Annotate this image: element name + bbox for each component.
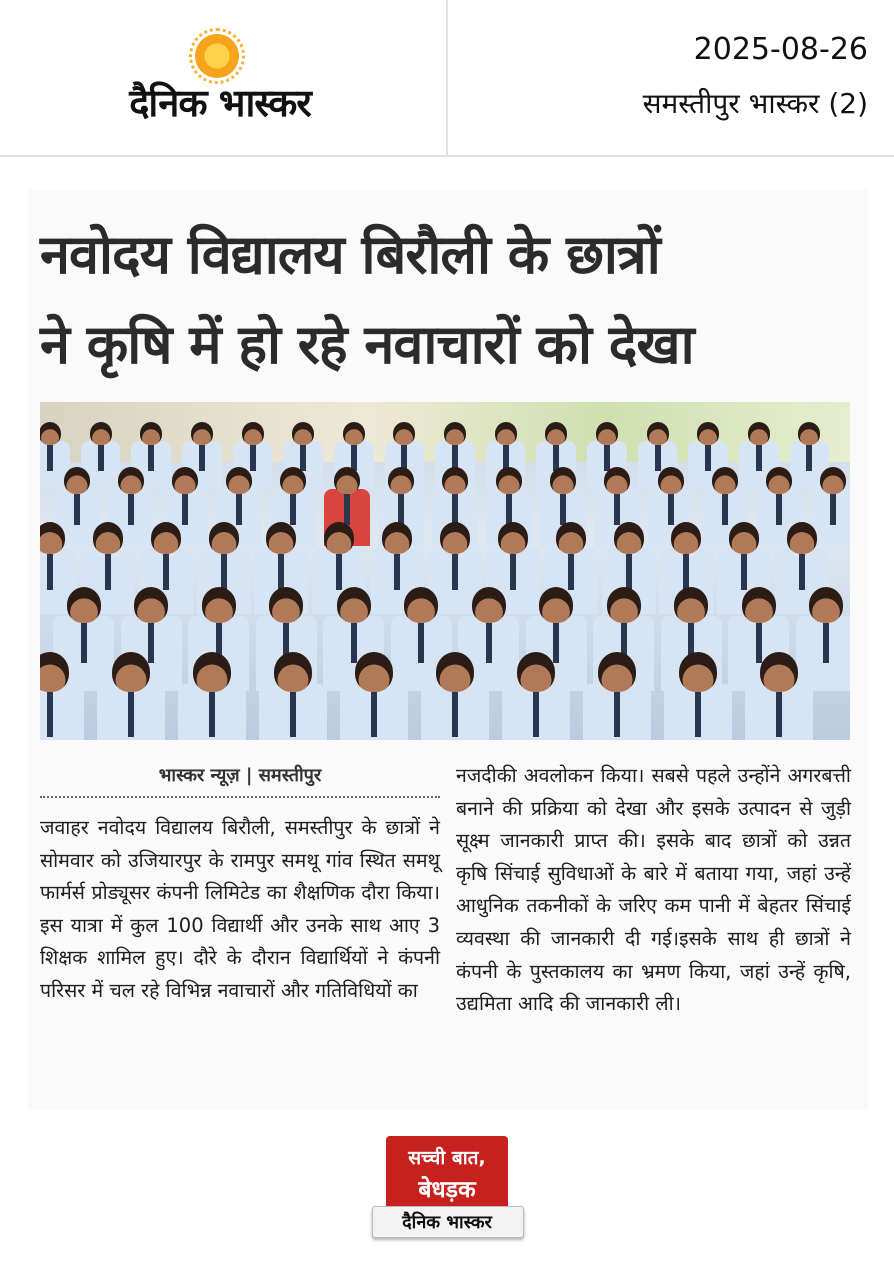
student-head xyxy=(324,522,354,554)
student-head xyxy=(697,422,719,445)
student-tie xyxy=(336,554,342,590)
student-tie xyxy=(776,494,782,525)
student-tie xyxy=(568,554,574,590)
student-head xyxy=(598,652,636,692)
student-head xyxy=(809,587,843,623)
student-tie xyxy=(300,445,306,471)
student-tie xyxy=(418,623,424,664)
student-head xyxy=(209,522,239,554)
student-tie xyxy=(486,623,492,664)
student-tie xyxy=(452,692,458,738)
student-tie xyxy=(553,623,559,664)
student-head xyxy=(64,467,90,494)
student-head xyxy=(388,467,414,494)
student-head xyxy=(355,652,393,692)
student-head xyxy=(444,422,466,445)
student-head xyxy=(498,522,528,554)
badge-line-2: बेधड़क xyxy=(418,1177,476,1203)
dainik-bhaskar-logo xyxy=(85,30,355,130)
sun-icon xyxy=(195,34,239,78)
student-tie xyxy=(683,554,689,590)
student-head xyxy=(614,522,644,554)
student-tie xyxy=(98,445,104,471)
student-head xyxy=(550,467,576,494)
student-head xyxy=(193,652,231,692)
student-tie xyxy=(614,692,620,738)
student-tie xyxy=(344,494,350,525)
student-head xyxy=(798,422,820,445)
student-tie xyxy=(250,445,256,471)
student-tie xyxy=(105,554,111,590)
student-head xyxy=(766,467,792,494)
student-tie xyxy=(221,554,227,590)
student-tie xyxy=(722,494,728,525)
article-column-right: नजदीकी अवलोकन किया। सबसे पहले उन्होंने अगरबत्ती बनाने की प्रक्रिया को देखा और इसके उत्पादन से जुड़ी सूक्ष्म जानकारी प्राप्त की। इसके बाद छात्रों को उन्नत कृषि सिंचाई सुविधाओं के बारे में बताया गया, जहां उन्हें आधुनिक तकनीकों के जरिए कम पानी में बेहतर सिंचाई व्यवस्था की जानकारी दी गई।इसके साथ ही छात्रों ने कंपनी के पुस्तकालय का भ्रमण किया, जहां उन्हें कृषि, उद्यमिता आदि की जानकारी ली। xyxy=(456,764,851,1016)
student-tie xyxy=(830,494,836,525)
student-head xyxy=(517,652,555,692)
student-head xyxy=(440,522,470,554)
article-column-left: जवाहर नवोदय विद्यालय बिरौली, समस्तीपुर के छात्रों ने सोमवार को उजियारपुर के रामपुर समथू गांव स्थित समथू फार्मर्स प्रोड्यूसर कंपनी लिमिटेड का शैक्षणिक दौरा किया। इस यात्रा में कुल 100 विद्यार्थी और उनके साथ आए 3 शिक्षक शामिल हुए। दौरे के दौरान विद्यार्थियों ने कंपनी परिसर में चल रहे विभिन्न नवाचारों और गतिविधियों का xyxy=(40,816,440,1002)
student-head xyxy=(545,422,567,445)
student-head xyxy=(679,652,717,692)
student-tie xyxy=(148,623,154,664)
student-head xyxy=(172,467,198,494)
badge-strip-text: दैनिक भास्कर xyxy=(402,1212,492,1233)
student-tie xyxy=(655,445,661,471)
news-article xyxy=(28,190,868,1110)
student-head xyxy=(40,522,65,554)
student-tie xyxy=(199,445,205,471)
student-head xyxy=(712,467,738,494)
student-head xyxy=(647,422,669,445)
student-head xyxy=(292,422,314,445)
student-head xyxy=(151,522,181,554)
student-tie xyxy=(47,554,53,590)
headline-line-1: नवोदय विद्यालय बिरौली के छात्रों xyxy=(40,223,660,286)
student-tie xyxy=(47,445,53,471)
student-tie xyxy=(182,494,188,525)
student-head xyxy=(596,422,618,445)
student-head xyxy=(671,522,701,554)
student-head xyxy=(658,467,684,494)
student-head xyxy=(191,422,213,445)
student-head xyxy=(90,422,112,445)
student-tie xyxy=(128,692,134,738)
student-tie xyxy=(209,692,215,738)
student-tie xyxy=(452,554,458,590)
student-tie xyxy=(236,494,242,525)
student-tie xyxy=(705,445,711,471)
student-head xyxy=(40,422,61,445)
student-head xyxy=(742,587,776,623)
student-head xyxy=(787,522,817,554)
headline xyxy=(40,210,860,390)
student-tie xyxy=(290,494,296,525)
student-tie xyxy=(776,692,782,738)
publish-date: 2025-08-26 xyxy=(693,32,868,67)
byline: भास्कर न्यूज़ | समस्तीपुर xyxy=(40,756,440,798)
students-group-photo xyxy=(40,402,850,740)
student-head xyxy=(760,652,798,692)
student-tie xyxy=(668,494,674,525)
student-head xyxy=(495,422,517,445)
student-head xyxy=(729,522,759,554)
student-tie xyxy=(351,623,357,664)
student-head xyxy=(93,522,123,554)
student-tie xyxy=(695,692,701,738)
student-head xyxy=(118,467,144,494)
edition-label: समस्तीपुर भास्कर (2) xyxy=(642,87,868,120)
student-tie xyxy=(604,445,610,471)
student-tie xyxy=(128,494,134,525)
student-tie xyxy=(626,554,632,590)
badge-line-1: सच्ची बात, xyxy=(408,1147,486,1169)
newspaper-header xyxy=(0,0,894,157)
student-head xyxy=(274,652,312,692)
student-tie xyxy=(823,623,829,664)
student-head xyxy=(442,467,468,494)
student-head xyxy=(269,587,303,623)
student-tie xyxy=(81,623,87,664)
student-head xyxy=(556,522,586,554)
headline-line-2: ने कृषि में हो रहे नवाचारों को देखा xyxy=(40,313,694,376)
student-tie xyxy=(533,692,539,738)
student-head xyxy=(280,467,306,494)
student-head xyxy=(134,587,168,623)
student-tie xyxy=(614,494,620,525)
student-tie xyxy=(452,494,458,525)
student-head xyxy=(242,422,264,445)
student-tie xyxy=(47,692,53,738)
student-head xyxy=(67,587,101,623)
student-head xyxy=(472,587,506,623)
student-head xyxy=(496,467,522,494)
student-head xyxy=(404,587,438,623)
student-tie xyxy=(506,494,512,525)
student-head xyxy=(674,587,708,623)
student-head xyxy=(539,587,573,623)
student-tie xyxy=(398,494,404,525)
student-tie xyxy=(510,554,516,590)
student-head xyxy=(266,522,296,554)
logo-text: दैनिक भास्कर xyxy=(129,81,311,125)
student-head xyxy=(604,467,630,494)
student-tie xyxy=(74,494,80,525)
student-head xyxy=(226,467,252,494)
student-tie xyxy=(371,692,377,738)
student-head xyxy=(382,522,412,554)
student-head xyxy=(334,467,360,494)
student-head xyxy=(393,422,415,445)
header-divider xyxy=(446,0,448,155)
student-head xyxy=(202,587,236,623)
student-head xyxy=(436,652,474,692)
student-tie xyxy=(163,554,169,590)
student-tie xyxy=(148,445,154,471)
student-head xyxy=(112,652,150,692)
student-tie xyxy=(756,623,762,664)
student-tie xyxy=(756,445,762,471)
student-tie xyxy=(799,554,805,590)
student-head xyxy=(820,467,846,494)
student-head xyxy=(607,587,641,623)
student-head xyxy=(748,422,770,445)
student-tie xyxy=(741,554,747,590)
student-head xyxy=(337,587,371,623)
student-tie xyxy=(290,692,296,738)
sachchi-baat-badge xyxy=(372,1136,524,1246)
student-tie xyxy=(394,554,400,590)
student-tie xyxy=(278,554,284,590)
student-tie xyxy=(806,445,812,471)
student-head xyxy=(343,422,365,445)
student-tie xyxy=(560,494,566,525)
student-head xyxy=(140,422,162,445)
